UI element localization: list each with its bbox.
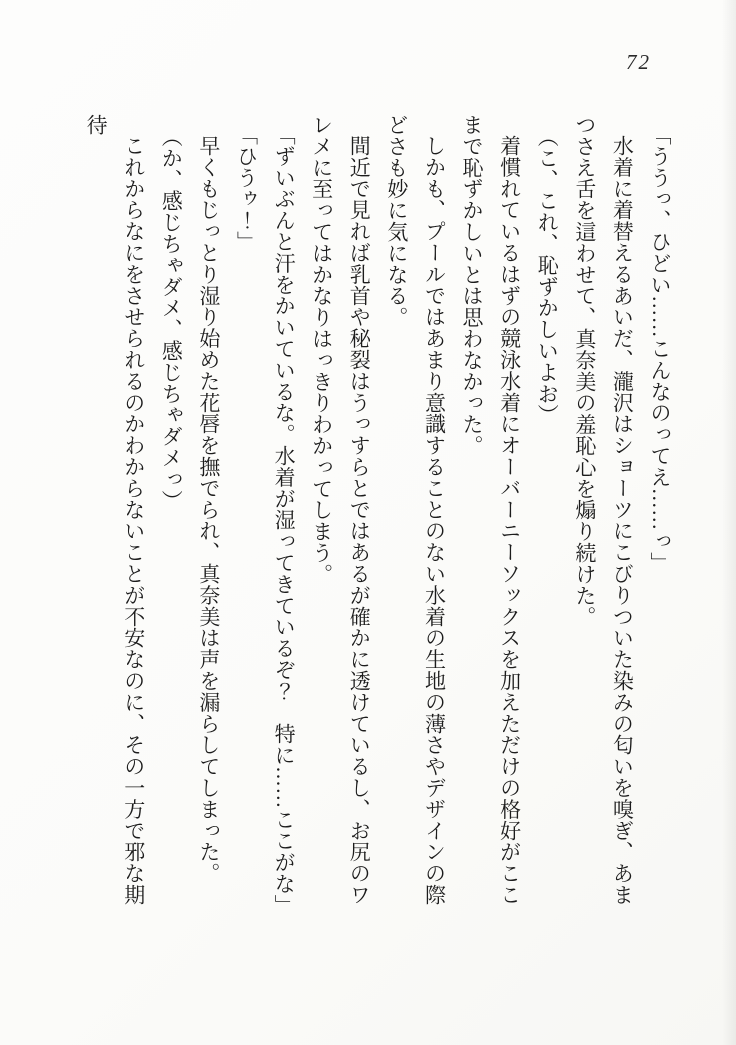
page-number: 72 bbox=[626, 50, 651, 74]
paragraph-narration: 間近で見れば乳首や秘裂はうっすらとではあるが確かに透けているし、お尻のワレメに至ってはかなりはっきりわかってしまう。 bbox=[309, 114, 372, 906]
paragraph-dialogue: 「ひうゥ！」 bbox=[234, 124, 259, 253]
paragraph-dialogue: 「ずいぶんと汗をかいているな。水着が湿ってきているぞ？ 特に……ここがな」 bbox=[272, 124, 297, 916]
paragraph-narration: 水着に着替えるあいだ、瀧沢はショーツにこびりついた染みの匂いを嗅ぎ、あまつさえ舌を這わせて、真奈美の羞恥心を煽り続けた。 bbox=[572, 114, 635, 906]
paragraph-dialogue: 「ううっ、ひどい……こんなのってえ……っ」 bbox=[648, 124, 672, 574]
scan-edge-shadow bbox=[722, 0, 736, 1045]
paragraph-narration: これからなにをさせられるのかわからないことが不安なのに、その一方で邪な期待 bbox=[84, 114, 146, 906]
vertical-text-block bbox=[77, 114, 679, 916]
paragraph-narration: 着慣れているはずの競泳水着にオーバーニーソックスを加えただけの格好がここまで恥ずかしいとは思わなかった。 bbox=[460, 114, 522, 906]
paragraph-narration: 早くもじっとり湿り始めた花唇を撫でられ、真奈美は声を漏らしてしまった。 bbox=[196, 135, 221, 884]
paragraph-thought: （か、感じちゃダメ、感じちゃダメっ） bbox=[159, 126, 184, 512]
paragraph-narration: しかも、プールではあまり意識することのない水着の生地の薄さやデザインの際どさも妙に気になる。 bbox=[384, 114, 447, 906]
paragraph-thought: （こ、これ、恥ずかしいよお） bbox=[535, 126, 560, 426]
